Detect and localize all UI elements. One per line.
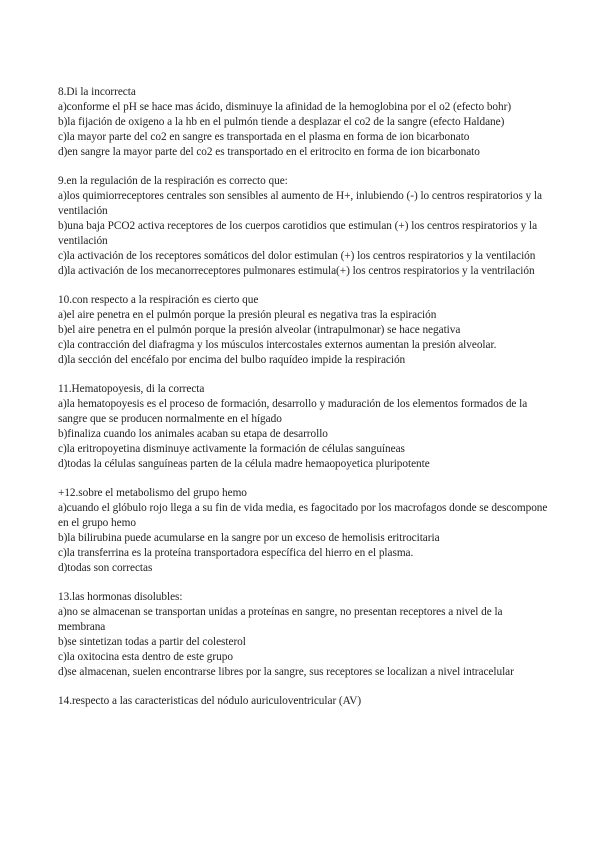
answer-option-a: a)conforme el pH se hace mas ácido, disminuye la afinidad de la hemoglobina por el o2 (efecto bohr): [58, 101, 512, 113]
answer-option-c: c)la activación de los receptores somáticos del dolor estimulan (+) los centros respiratorios y la ventilación: [58, 250, 536, 262]
answer-option-a: a)los quimiorreceptores centrales son sensibles al aumento de H+, inlubiendo (-) lo centros respiratorios y la ventilación: [58, 190, 542, 217]
answer-option-b: b)la bilirubina puede acumularse en la sangre por un exceso de hemolisis eritrocitaria: [58, 532, 440, 544]
question-title: 9.en la regulación de la respiración es correcto que:: [58, 175, 288, 187]
answer-option-d: d)se almacenan, suelen encontrarse libres por la sangre, sus receptores se localizan a nivel intracelular: [58, 666, 514, 678]
question-title: 10.con respecto a la respiración es cierto que: [58, 294, 259, 306]
answer-option-a: a)la hematopoyesis es el proceso de formación, desarrollo y maduración de los elementos formados de la sangre que se producen normalmente en el hígado: [58, 398, 528, 425]
answer-option-d: d)en sangre la mayor parte del co2 es transportado en el eritrocito en forma de ion bicarbonato: [58, 146, 480, 158]
question-11: [58, 382, 550, 472]
answer-option-d: d)todas la células sanguíneas parten de la célula madre hemaopoyetica pluripotente: [58, 458, 430, 470]
answer-option-b: b)la fijación de oxigeno a la hb en el pulmón tiende a desplazar el co2 de la sangre (efecto Haldane): [58, 116, 505, 128]
document-page: [58, 85, 550, 723]
question-title: +12.sobre el metabolismo del grupo hemo: [58, 487, 247, 499]
answer-option-d: d)la sección del encéfalo por encima del bulbo raquídeo impide la respiración: [58, 354, 406, 366]
question-title: 13.las hormonas disolubles:: [58, 591, 183, 603]
question-title: 11.Hematopoyesis, di la correcta: [58, 383, 205, 395]
question-14: [58, 694, 550, 709]
answer-option-c: c)la mayor parte del co2 en sangre es transportada en el plasma en forma de ion bicarbonato: [58, 131, 470, 143]
answer-option-b: b)finaliza cuando los animales acaban su etapa de desarrollo: [58, 428, 328, 440]
answer-option-b: b)el aire penetra en el pulmón porque la presión alveolar (intrapulmonar) se hace negativa: [58, 324, 461, 336]
answer-option-c: c)la oxitocina esta dentro de este grupo: [58, 651, 233, 663]
question-10: [58, 293, 550, 368]
question-title: 8.Di la incorrecta: [58, 86, 136, 98]
question-8: [58, 85, 550, 160]
answer-option-c: c)la transferrina es la proteína transportadora específica del hierro en el plasma.: [58, 547, 414, 559]
answer-option-b: b)se sintetizan todas a partir del colesterol: [58, 636, 246, 648]
question-12: [58, 486, 550, 576]
answer-option-a: a)no se almacenan se transportan unidas a proteínas en sangre, no presentan receptores a nivel de la membrana: [58, 606, 503, 633]
question-9: [58, 174, 550, 279]
answer-option-d: d)todas son correctas: [58, 562, 153, 574]
answer-option-c: c)la eritropoyetina disminuye activamente la formación de células sanguíneas: [58, 443, 405, 455]
question-title: 14.respecto a las caracteristicas del nódulo auriculoventricular (AV): [58, 695, 362, 707]
answer-option-c: c)la contracción del diafragma y los músculos intercostales externos aumentan la presión alveolar.: [58, 339, 497, 351]
answer-option-d: d)la activación de los mecanorreceptores pulmonares estimula(+) los centros respiratorios y la ventrilación: [58, 265, 535, 277]
question-13: [58, 590, 550, 680]
answer-option-b: b)una baja PCO2 activa receptores de los cuerpos carotidios que estimulan (+) los centros respiratorios y la ventilación: [58, 220, 538, 247]
answer-option-a: a)cuando el glóbulo rojo llega a su fin de vida media, es fagocitado por los macrofagos donde se descompone en el grupo hemo: [58, 502, 548, 529]
answer-option-a: a)el aire penetra en el pulmón porque la presión pleural es negativa tras la espiración: [58, 309, 437, 321]
